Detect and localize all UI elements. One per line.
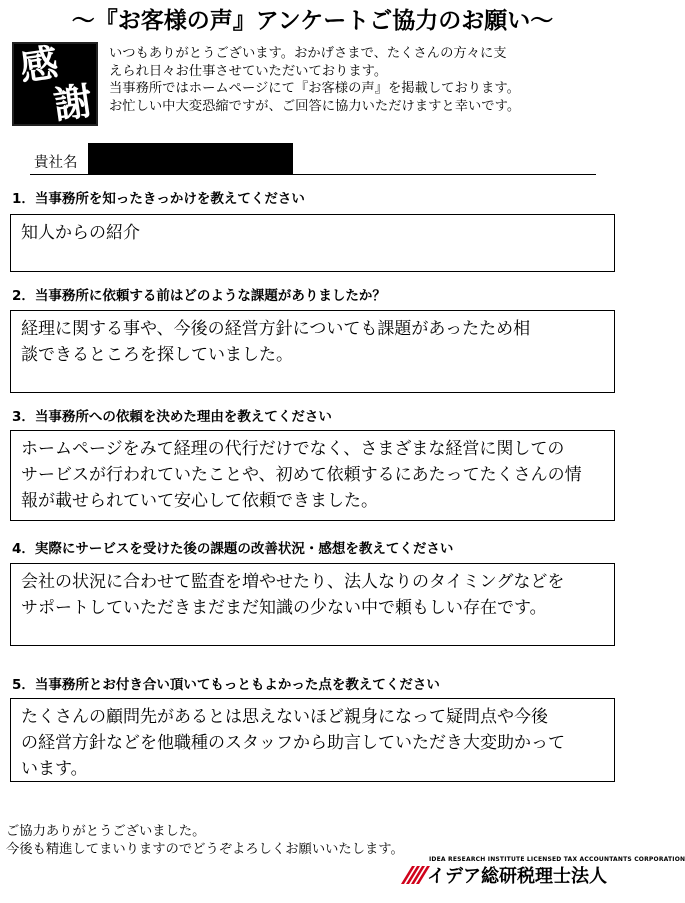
- answer-line: 談できるところを探していました。: [21, 345, 293, 365]
- answer-line: ホームページをみて経理の代行だけでなく、さまざまな経営に関しての: [21, 439, 565, 459]
- answer-line: の経営方針などを他職種のスタッフから助言していただき大変助かって: [21, 733, 565, 753]
- kansha-stamp-logo: [12, 39, 98, 128]
- intro-line: お忙しい中大変恐縮ですが、ご回答に協力いただけますと幸いです。: [109, 98, 521, 114]
- intro-line: 当事務所ではホームページにて『お客様の声』を掲載しております。: [109, 81, 520, 96]
- answer-3-box: [10, 430, 615, 521]
- intro-line: えられ日々お仕事させていただいております。: [109, 63, 388, 79]
- answer-4-box: [10, 563, 615, 646]
- company-logo: [401, 856, 685, 892]
- intro-line: いつもありがとうございます。おかげさまで、たくさんの方々に支: [109, 46, 507, 61]
- question-3-label: 3．当事務所への依頼を決めた理由を教えてください: [12, 409, 332, 425]
- answer-line: サービスが行われていたことや、初めて依頼するにあたってたくさんの情: [21, 465, 582, 485]
- answer-line: 会社の状況に合わせて監査を増やせたり、法人なりのタイミングなどを: [21, 572, 565, 592]
- answer-line: います。: [21, 759, 88, 779]
- closing-line: ご協力ありがとうございました。: [6, 824, 206, 839]
- logo-english-text: IDEA RESEARCH INSTITUTE LICENSED TAX ACCOUNTANTS CORPORATION: [429, 856, 685, 863]
- company-name-label: 貴社名: [34, 155, 78, 171]
- logo-mark-icon: [401, 860, 425, 886]
- answer-line: 知人からの紹介: [21, 223, 140, 243]
- stamp-char-1: 感: [16, 39, 61, 90]
- stamp-char-2: 謝: [50, 77, 95, 128]
- company-name-redaction: [88, 143, 293, 174]
- logo-company-name: イデア総研税理士法人: [427, 866, 607, 887]
- answer-1-box: [10, 214, 615, 272]
- company-name-field: [30, 142, 596, 175]
- intro-text: [109, 45, 619, 115]
- question-1-label: 1．当事務所を知ったきっかけを教えてください: [12, 191, 305, 207]
- answer-line: たくさんの顧問先があるとは思えないほど親身になって疑問点や今後: [21, 707, 548, 727]
- answer-line: 経理に関する事や、今後の経営方針についても課題があったため相: [21, 319, 531, 339]
- answer-2-box: [10, 310, 615, 393]
- question-4-label: 4．実際にサービスを受けた後の課題の改善状況・感想を教えてください: [12, 541, 454, 557]
- answer-line: サポートしていただきまだまだ知識の少ない中で頼もしい存在です。: [21, 598, 547, 618]
- page-title: ～『お客様の声』アンケートご協力のお願い～: [71, 8, 554, 34]
- answer-line: 報が載せられていて安心して依頼できました。: [21, 491, 378, 511]
- closing-text: [6, 823, 404, 859]
- answer-5-box: [10, 698, 615, 782]
- question-5-label: 5．当事務所とお付き合い頂いてもっともよかった点を教えてください: [12, 677, 440, 693]
- closing-line: 今後も精進してまいりますのでどうぞよろしくお願いいたします。: [6, 842, 404, 857]
- question-2-label: 2．当事務所に依頼する前はどのような課題がありましたか？: [12, 288, 386, 304]
